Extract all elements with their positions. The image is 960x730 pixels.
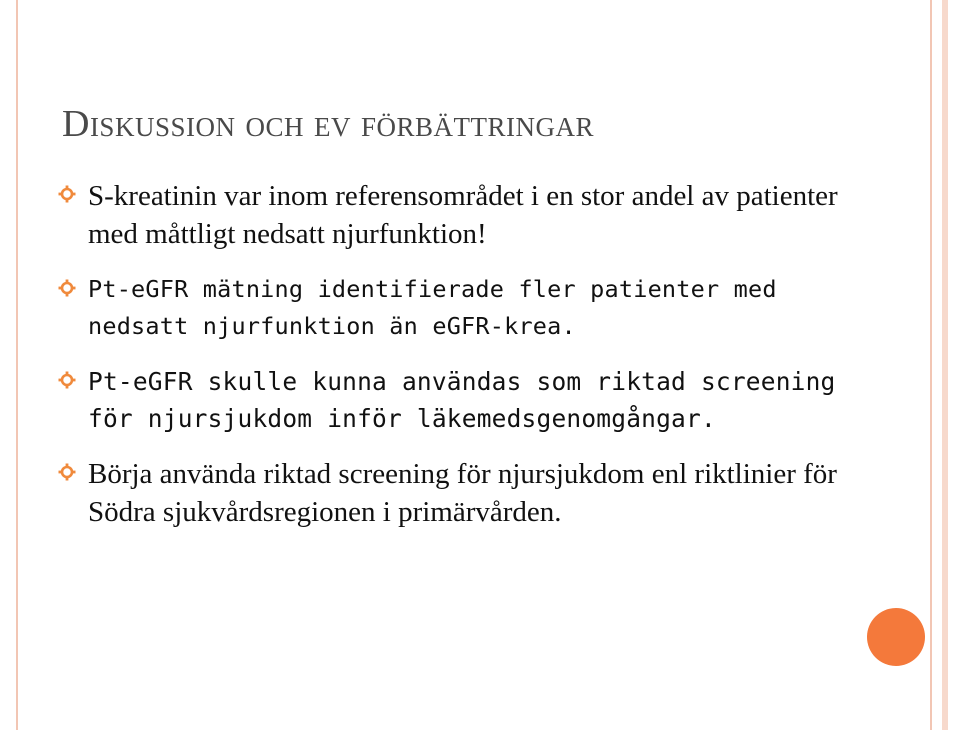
gear-bullet-icon bbox=[58, 371, 88, 397]
bullet-item bbox=[58, 177, 848, 253]
gear-bullet-icon bbox=[58, 279, 88, 305]
decorative-orange-circle bbox=[867, 608, 925, 666]
slide-left-border bbox=[0, 0, 18, 730]
bullet-text: Pt-eGFR mätning identifierade fler patienter med nedsatt njurfunktion än eGFR-krea. bbox=[88, 275, 777, 340]
slide-right-border-stripe bbox=[942, 0, 948, 730]
bullet-text: Pt-eGFR skulle kunna användas som riktad screening för njursjukdom inför läkemedsgenomgångar. bbox=[88, 367, 836, 433]
bullet-text: S-kreatinin var inom referensområdet i en stor andel av patienter med måttligt nedsatt njurfunktion! bbox=[88, 180, 838, 250]
slide-title: Diskussion och ev förbättringar bbox=[62, 103, 594, 145]
slide-right-border bbox=[930, 0, 960, 730]
bullet-item bbox=[58, 455, 848, 531]
bullet-item bbox=[58, 363, 848, 437]
bullet-text: Börja använda riktad screening för njursjukdom enl riktlinier för Södra sjukvårdsregionen i primärvården. bbox=[88, 458, 837, 528]
bullet-list bbox=[58, 177, 848, 549]
gear-bullet-icon bbox=[58, 185, 88, 211]
bullet-item bbox=[58, 271, 848, 345]
gear-bullet-icon bbox=[58, 463, 88, 489]
